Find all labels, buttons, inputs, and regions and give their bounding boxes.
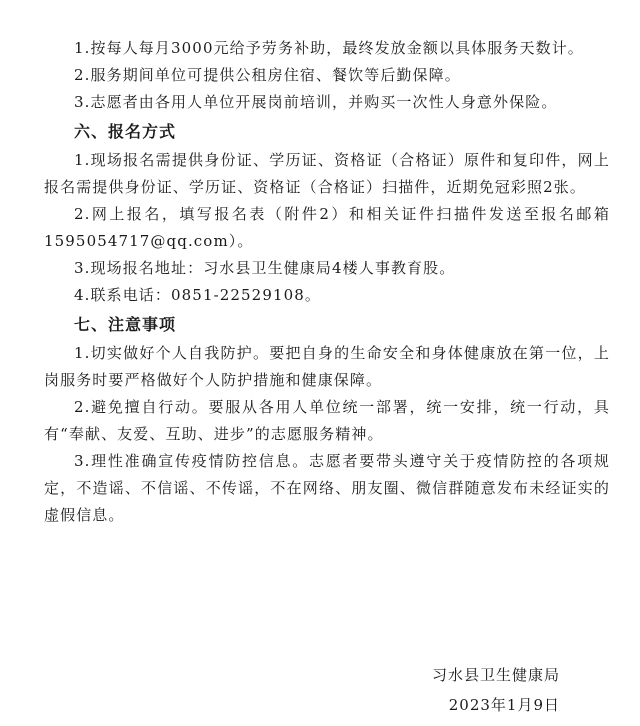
signature-organization: 习水县卫生健康局 <box>431 666 560 684</box>
paragraph-onsite-address: 3.现场报名地址：习水县卫生健康局4楼人事教育股。 <box>74 259 456 277</box>
paragraph-subsidy: 1.按每人每月3000元给予劳务补助，最终发放金额以具体服务天数计。 <box>74 39 584 57</box>
heading-registration: 六、报名方式 <box>74 122 177 141</box>
paragraph-logistics: 2.服务期间单位可提供公租房住宿、餐饮等后勤保障。 <box>74 66 461 84</box>
heading-notes: 七、注意事项 <box>74 315 177 334</box>
signature-date: 2023年1月9日 <box>448 696 560 714</box>
paragraph-documents: 1.现场报名需提供身份证、学历证、资格证（合格证）原件和复印件，网上报名需提供身份证、学历证、资格证（合格证）扫描件，近期免冠彩照2张。 <box>44 151 610 196</box>
signature-block <box>432 660 560 720</box>
paragraph-online-registration: 2.网上报名，填写报名表（附件2）和相关证件扫描件发送至报名邮箱1595054717@qq.com）。 <box>44 205 610 250</box>
paragraph-training: 3.志愿者由各用人单位开展岗前培训，并购买一次性人身意外保险。 <box>74 93 558 111</box>
paragraph-information: 3.理性准确宣传疫情防控信息。志愿者要带头遵守关于疫情防控的各项规定，不造谣、不信谣、不传谣，不在网络、朋友圈、微信群随意发布未经证实的虚假信息。 <box>44 452 610 524</box>
paragraph-avoid-unauthorized: 2.避免擅自行动。要服从各用人单位统一部署，统一安排，统一行动，具有“奉献、友爱、互助、进步”的志愿服务精神。 <box>44 398 610 443</box>
paragraph-self-protection: 1.切实做好个人自我防护。要把自身的生命安全和身体健康放在第一位，上岗服务时要严格做好个人防护措施和健康保障。 <box>44 344 610 389</box>
paragraph-contact-phone: 4.联系电话：0851-22529108。 <box>74 286 322 304</box>
